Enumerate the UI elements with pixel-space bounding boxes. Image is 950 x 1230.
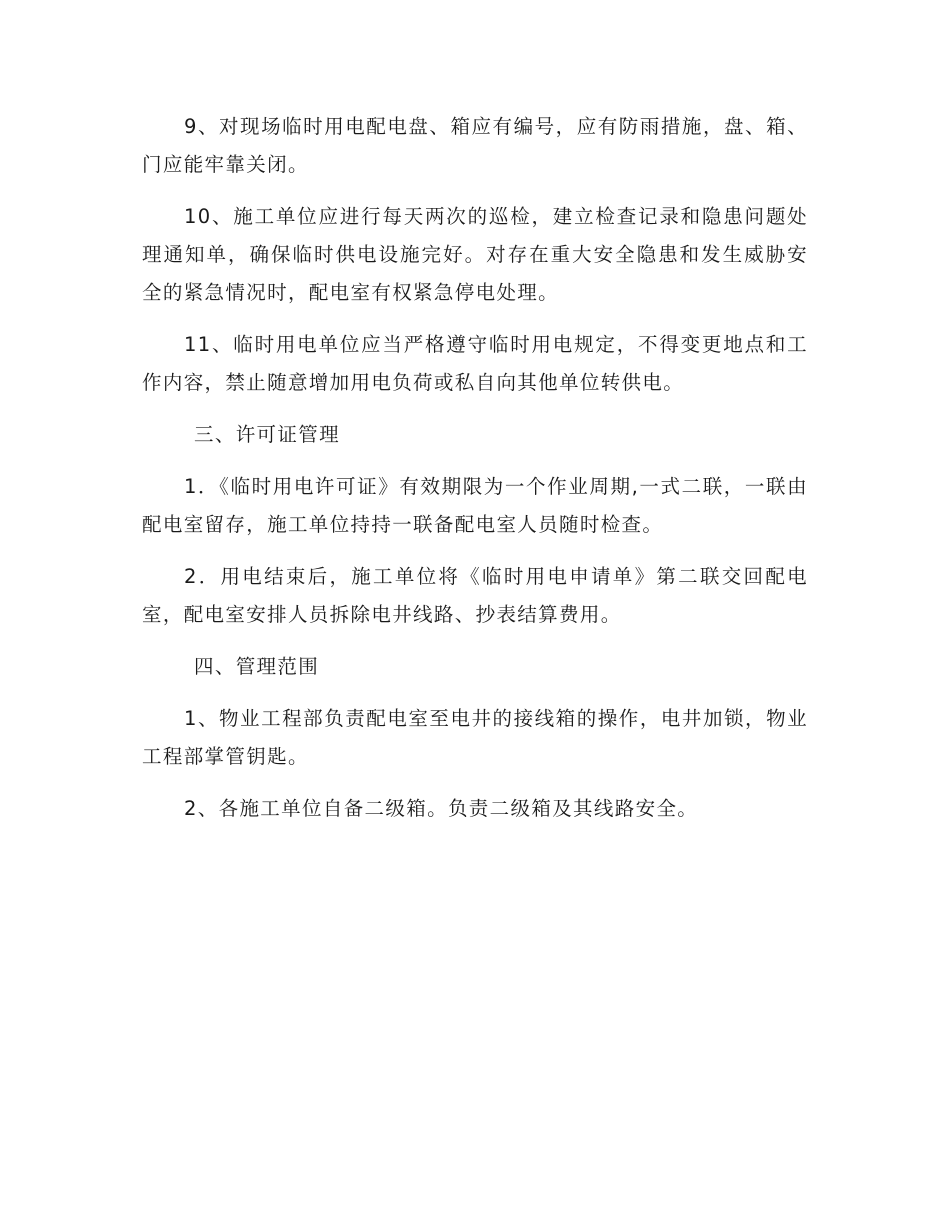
paragraph-permit-1: 1．《临时用电许可证》有效期限为一个作业周期,一式二联，一联由配电室留存，施工单位持持一联备配电室人员随时检查。 bbox=[142, 475, 808, 536]
paragraph-item-11: 11、临时用电单位应当严格遵守临时用电规定，不得变更地点和工作内容，禁止随意增加用电负荷或私自向其他单位转供电。 bbox=[142, 333, 808, 394]
paragraph-scope-1: 1、物业工程部负责配电室至电井的接线箱的操作，电井加锁，物业工程部掌管钥匙。 bbox=[142, 707, 808, 768]
paragraph-permit-2: 2．用电结束后，施工单位将《临时用电申请单》第二联交回配电室，配电室安排人员拆除电井线路、抄表结算费用。 bbox=[142, 565, 808, 626]
paragraph-item-9: 9、对现场临时用电配电盘、箱应有编号，应有防雨措施，盘、箱、门应能牢靠关闭。 bbox=[142, 115, 808, 176]
section-heading-permit-management: 三、许可证管理 bbox=[194, 423, 340, 446]
paragraph-scope-2: 2、各施工单位自备二级箱。负责二级箱及其线路安全。 bbox=[184, 797, 699, 820]
document-page bbox=[142, 108, 808, 842]
section-heading-management-scope: 四、管理范围 bbox=[194, 655, 320, 678]
paragraph-item-10: 10、施工单位应进行每天两次的巡检，建立检查记录和隐患问题处理通知单，确保临时供电设施完好。对存在重大安全隐患和发生威胁安全的紧急情况时，配电室有权紧急停电处理。 bbox=[142, 205, 808, 304]
